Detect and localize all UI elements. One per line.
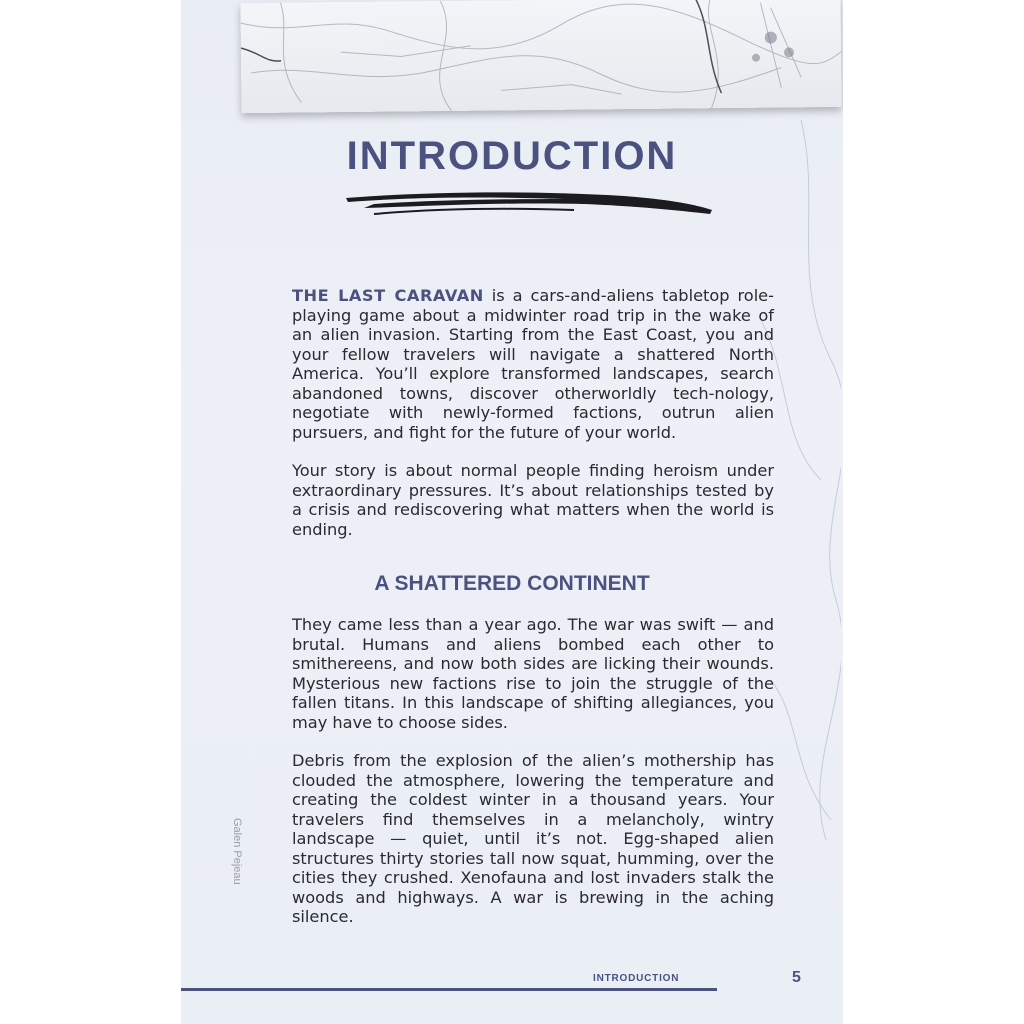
book-page xyxy=(181,0,843,1024)
brush-stroke-underline xyxy=(344,186,714,222)
game-title-lead: THE LAST CARAVAN xyxy=(292,286,484,305)
intro-paragraph-1 xyxy=(292,286,774,442)
section-paragraph-1: They came less than a year ago. The war was swift — and brutal. Humans and aliens bombed each other to smithereens, and now both sides are licking their wounds. Mysterious new factions rise to join the struggle of the fallen titans. In this landscape of shifting allegiances, you may have to choose sides. xyxy=(292,615,774,732)
intro-paragraph-1-text: is a cars-and-aliens tabletop role-playing game about a midwinter road trip in the wake of an alien invasion. Starting from the East Coast, you and your fellow travelers will navigate a shattered North America. You’ll explore transformed landscapes, search abandoned towns, discover otherworldly tech-nology, negotiate with newly-formed factions, outrun alien pursuers, and fight for the future of your world. xyxy=(292,286,774,442)
page-number: 5 xyxy=(792,969,801,986)
intro-paragraph-2: Your story is about normal people finding heroism under extraordinary pressures. It’s about relationships tested by a crisis and rediscovering what matters when the world is ending. xyxy=(292,461,774,539)
section-heading: A SHATTERED CONTINENT xyxy=(374,572,650,595)
footer-rule xyxy=(181,988,717,991)
torn-map-image xyxy=(240,0,841,113)
section-paragraph-2: Debris from the explosion of the alien’s mothership has clouded the atmosphere, lowering the temperature and creating the coldest winter in a thousand years. Your travelers find themselves in a melancholy, wintry landscape — quiet, until it’s not. Egg-shaped alien structures thirty stories tall now squat, humming, over the cities they crushed. Xenofauna and lost invaders stalk the woods and highways. A war is brewing in the aching silence. xyxy=(292,751,774,926)
footer-section-label: INTRODUCTION xyxy=(593,973,680,984)
page-title: INTRODUCTION xyxy=(346,134,678,178)
artist-credit: Galen Pejeau xyxy=(231,818,243,885)
map-roads-illustration xyxy=(240,0,841,113)
